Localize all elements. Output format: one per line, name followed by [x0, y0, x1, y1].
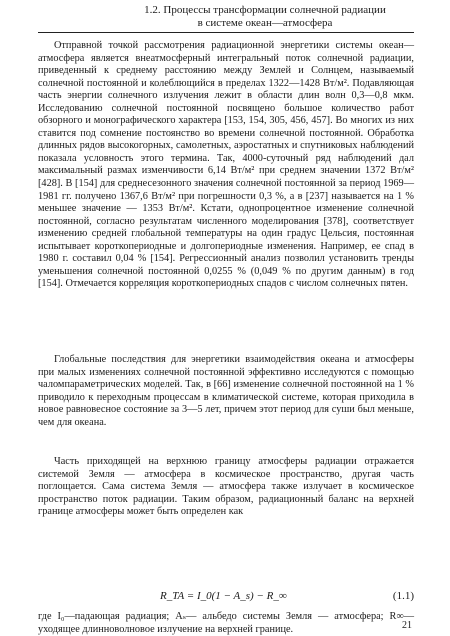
paragraph-1-block: [38, 40, 414, 291]
page-number: 21: [402, 620, 412, 631]
paragraph-radiation-balance: Часть приходящей на верхнюю границу атмосферы радиации отражается системой Земля — атмосфера в космическое пространство, другая часть поглощается. Сама система Земля — атмосфера также излучает в космическое пространство поток радиации. Таким образом, радиационный баланс на верхней границе атмосферы может быть определен как: [38, 456, 414, 518]
header-line-2: в системе океан—атмосфера: [197, 17, 333, 29]
header-rule: [38, 32, 414, 33]
where-block: [38, 611, 414, 636]
paragraph-3-block: [38, 456, 414, 519]
paragraph-global-consequences: Глобальные последствия для энергетики взаимодействия океана и атмосферы при малых изменениях солнечной постоянной эффективно исследуются с помощью чаломпараметрических моделей. Так, в [66] изменение солнечной постоянной на 1 % приводило к переходным процессам в климатической системе, которая приходила в новое равновесное состояние за 3—5 лет, причем этот период для суши был меньше, чем для океана.: [38, 354, 414, 428]
equation-expression: R_TA = I_0(1 − A_s) − R_∞: [160, 590, 287, 602]
where-definitions: где I₀—падающая радиация; Aₛ— альбедо системы Земля — атмосфера; R∞—уходящее длинноволновое излучение на верхней границе.: [38, 611, 414, 635]
header-line-1: 1.2. Процессы трансформации солнечной радиации: [144, 4, 386, 16]
running-header: [100, 4, 430, 30]
paragraph-2-block: [38, 354, 414, 429]
paragraph-solar-constant: Отправной точкой рассмотрения радиационной энергетики системы океан—атмосфера является внеатмосферный интегральный поток солнечной радиации, приведенный к среднему расстоянию между Землей и Солнцем, называемый солнечной постоянной и колеблющийся в пределах 1322—1428 Вт/м². Подавляющая часть энергии солнечного излучения лежит в области длин волн 0,3—0,8 мкм. Исследованию солнечной постоянной посвящено большое количество работ обзорного и монографического характера [153, 154, 305, 456, 457]. Во многих из них ставится под сомнение постоянство во времени солнечной постоянной. Обработка длинных рядов высокогорных, самолетных, аэростатных и спутниковых наблюдений показала условность этого термина. Так, 4000-суточный ряд наблюдений дал максимальный размах изменчивости 6,14 Вт/м² при среднем значении 1372 Вт/м² [428]. В [154] для среднесезонного значения солнечной постоянной за период 1969—1981 гг. получено 1367,6 Вт/м² при погрешности 0,3 %, а в [237] называется на 1 % меньшее значение — 1353 Вт/м². Кстати, однопроцентное изменение солнечной постоянной, согласно результатам численного моделирования [378], соответствует изменению средней глобальной температуры на один градус Цельсия, постоянная испытывает короткопериодные и долгопериодные изменения. Например, ее спад в 1980 г. составил 0,04 % [154]. Регрессионный анализ позволил установить тренды уменьшения солнечной постоянной 0,0255 % (0,049 % по другим данным) в год [154]. Отмечается корреляция короткопериодных спадов с числом солнечных пятен.: [38, 40, 414, 290]
equation-number: (1.1): [392, 590, 414, 602]
